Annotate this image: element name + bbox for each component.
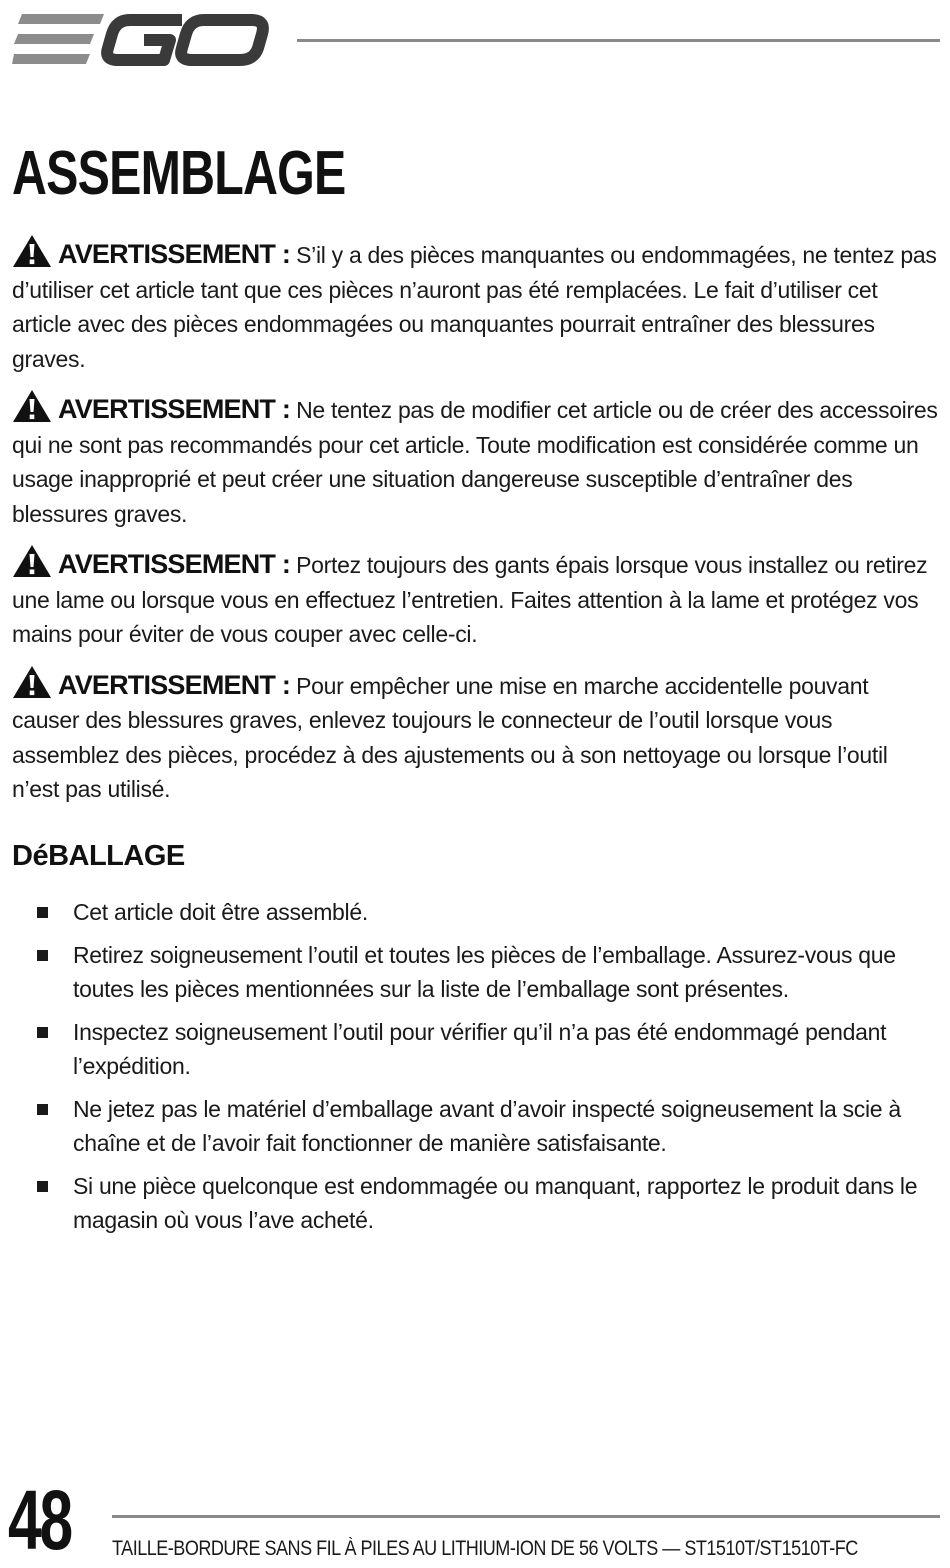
- list-item: [12, 1092, 938, 1160]
- warning-label: AVERTISSEMENT :: [58, 549, 291, 579]
- list-item-text: Inspectez soigneusement l’outil pour vérifier qu’il n’a pas été endommagé pendant l’expédition.: [73, 1018, 887, 1079]
- unpacking-list: [12, 895, 938, 1237]
- footer-rule: [112, 1515, 940, 1518]
- warning-triangle-icon: [12, 544, 52, 578]
- warning-block: [12, 665, 938, 807]
- section-heading-unpacking: DéBALLAGE: [12, 839, 185, 872]
- warning-block: [12, 389, 938, 531]
- warning-block: [12, 234, 938, 376]
- list-item: [12, 938, 938, 1006]
- footer-product-title: TAILLE-BORDURE SANS FIL À PILES AU LITHIUM-ION DE 56 VOLTS — ST1510T/ST1510T-FC: [112, 1537, 858, 1560]
- ego-logo: [12, 10, 274, 70]
- warning-text: Pour empêcher une mise en marche accidentelle pouvant causer des blessures graves, enlevez toujours le connecteur de l’outil lorsque vous assemblez des pièces, procédez à des ajustements ou à son nettoyage ou lorsque l’outil n’est pas utilisé.: [12, 672, 888, 802]
- warning-triangle-icon: [12, 665, 52, 699]
- warning-block: [12, 544, 938, 652]
- warning-text: Portez toujours des gants épais lorsque vous installez ou retirez une lame ou lorsque vous en effectuez l’entretien. Faites attention à la lame et protégez vos mains pour éviter de vous couper avec celle-ci.: [12, 552, 928, 647]
- page-header: [12, 10, 940, 70]
- header-rule: [297, 39, 940, 42]
- logo-letters: [107, 20, 263, 60]
- list-item: [12, 895, 938, 929]
- warning-label: AVERTISSEMENT :: [58, 239, 291, 269]
- list-item-text: Cet article doit être assemblé.: [73, 898, 368, 925]
- warning-triangle-icon: [12, 234, 52, 268]
- warning-label: AVERTISSEMENT :: [58, 394, 291, 424]
- warning-triangle-icon: [12, 389, 52, 423]
- square-bullet-icon: [37, 1027, 48, 1038]
- list-item-text: Ne jetez pas le matériel d’emballage avant d’avoir inspecté soigneusement la scie à chaîne et de l’avoir fait fonctionner de manière satisfaisante.: [73, 1095, 901, 1156]
- page-footer: [8, 1473, 940, 1568]
- square-bullet-icon: [37, 907, 48, 918]
- page-title: ASSEMBLAGE: [12, 139, 346, 208]
- page-content: [12, 234, 938, 1246]
- list-item-text: Retirez soigneusement l’outil et toutes les pièces de l’emballage. Assurez-vous que toutes les pièces mentionnées sur la liste de l’emballage sont présentes.: [73, 941, 896, 1002]
- square-bullet-icon: [37, 950, 48, 961]
- logo-stripes: [12, 14, 104, 64]
- list-item-text: Si une pièce quelconque est endommagée ou manquant, rapportez le produit dans le magasin où vous l’ave acheté.: [73, 1172, 918, 1233]
- square-bullet-icon: [37, 1181, 48, 1192]
- warning-text: Ne tentez pas de modifier cet article ou de créer des accessoires qui ne sont pas recommandés pour cet article. Toute modification est considérée comme un usage inapproprié et peut créer une situation dangereuse susceptible d’entraîner des blessures graves.: [12, 397, 938, 527]
- list-item: [12, 1015, 938, 1083]
- page-number: 48: [8, 1473, 71, 1567]
- warning-text: S’il y a des pièces manquantes ou endommagées, ne tentez pas d’utiliser cet article tant que ces pièces n’auront pas été remplacées. Le fait d’utiliser cet article avec des pièces endommagées ou manquantes pourrait entraîner des blessures graves.: [12, 242, 937, 372]
- square-bullet-icon: [37, 1104, 48, 1115]
- warning-label: AVERTISSEMENT :: [58, 669, 291, 700]
- list-item: [12, 1169, 938, 1237]
